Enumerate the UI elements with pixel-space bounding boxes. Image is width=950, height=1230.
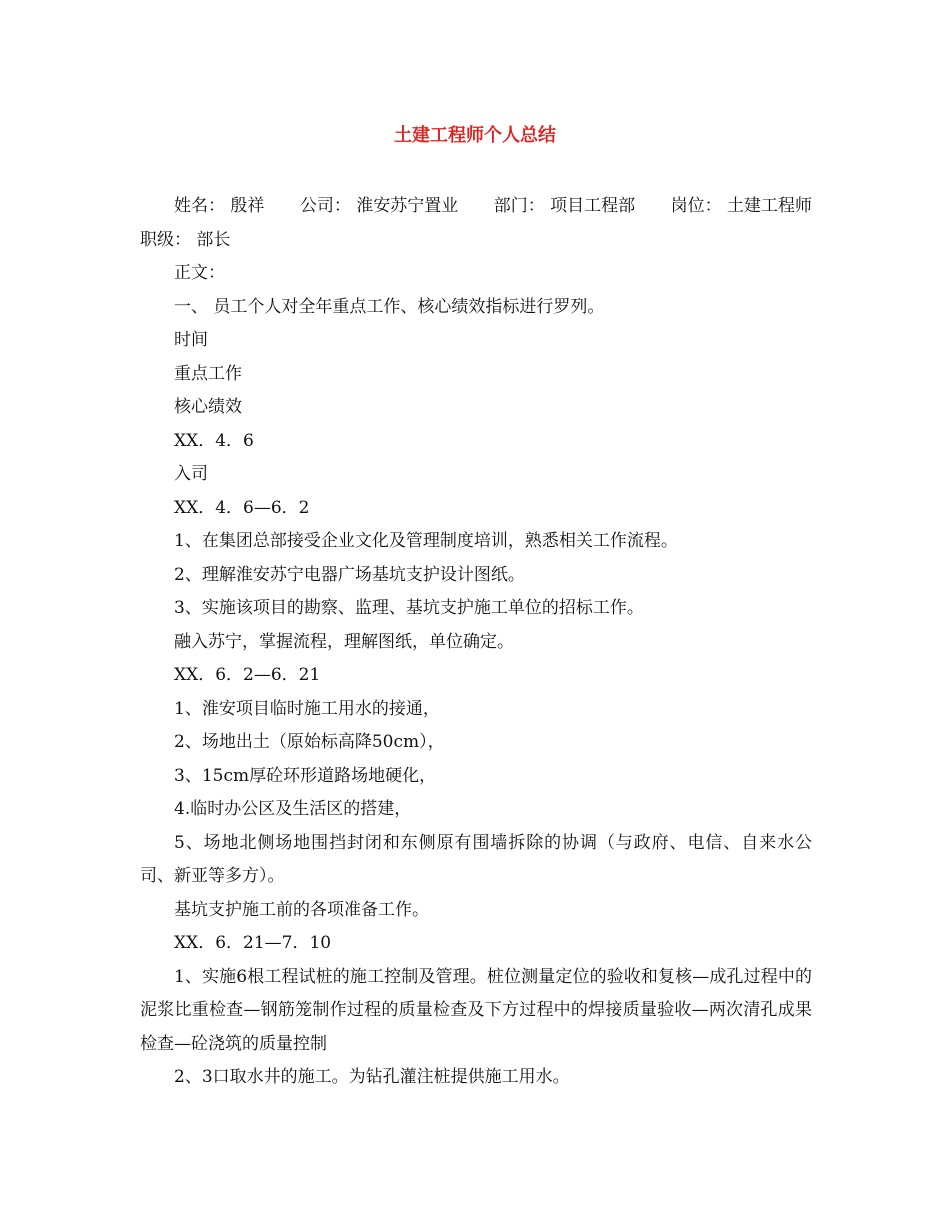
paragraph: 1、实施6根工程试桩的施工控制及管理。桩位测量定位的验收和复核—成孔过程中的泥浆比重检查—钢筋笼制作过程的质量检查及下方过程中的焊接质量验收—两次清孔成果检查—砼浇筑的质量控制 [140, 966, 812, 1054]
name-value: 殷祥 [230, 196, 265, 216]
paragraph: 1、淮安项目临时施工用水的接通， [174, 698, 440, 719]
post-value: 土建工程师 [726, 196, 812, 216]
document-body [140, 190, 812, 1095]
department-label: 部门： [493, 196, 545, 216]
paragraph: 基坑支护施工前的各项准备工作。 [174, 899, 429, 920]
paragraph: 2、理解淮安苏宁电器广场基坑支护设计图纸。 [174, 564, 525, 585]
paragraph: 核心绩效 [174, 397, 242, 417]
department-value: 项目工程部 [550, 196, 636, 216]
name-label: 姓名： [174, 196, 225, 216]
paragraph: 1、在集团总部接受企业文化及管理制度培训，熟悉相关工作流程。 [174, 531, 678, 551]
rank-line [140, 224, 812, 258]
document-title: 土建工程师个人总结 [394, 125, 556, 146]
company-field [300, 190, 458, 224]
rank-value: 部长 [196, 229, 231, 250]
paragraph: 2、场地出土（原始标高降50cm）， [174, 732, 445, 752]
department-field [494, 190, 635, 224]
paragraph: XX．6．2—6．21 [174, 665, 321, 685]
paragraph: 5、场地北侧场地围挡封闭和东侧原有围墙拆除的协调（与政府、电信、自来水公司、新亚等多方）。 [140, 832, 812, 886]
company-label: 公司： [299, 196, 351, 216]
paragraph: 4.临时办公区及生活区的搭建， [174, 799, 412, 819]
employee-info-line [140, 190, 812, 224]
paragraph: 时间 [174, 330, 208, 350]
name-field [174, 190, 264, 224]
rank-label: 职级： [140, 229, 191, 250]
paragraph: 正文： [174, 263, 225, 283]
paragraph: 重点工作 [174, 363, 242, 384]
paragraph: 融入苏宁，掌握流程，理解图纸，单位确定。 [174, 631, 514, 652]
paragraph: 3、实施该项目的勘察、监理、基坑支护施工单位的招标工作。 [174, 598, 644, 618]
post-label: 岗位： [670, 196, 722, 216]
post-field [671, 190, 812, 224]
paragraph: XX．4．6—6．2 [174, 497, 310, 518]
company-value: 淮安苏宁置业 [356, 196, 459, 216]
paragraph: 3、15cm厚砼环形道路场地硬化， [174, 765, 437, 786]
paragraph: 一、 员工个人对全年重点工作、核心绩效指标进行罗列。 [174, 296, 605, 317]
paragraph: XX．6．21—7．10 [174, 933, 332, 953]
paragraph: 入司 [174, 464, 208, 484]
paragraph: XX．4．6 [174, 430, 254, 451]
paragraph: 2、3口取水井的施工。为钻孔灌注桩提供施工用水。 [174, 1067, 570, 1087]
